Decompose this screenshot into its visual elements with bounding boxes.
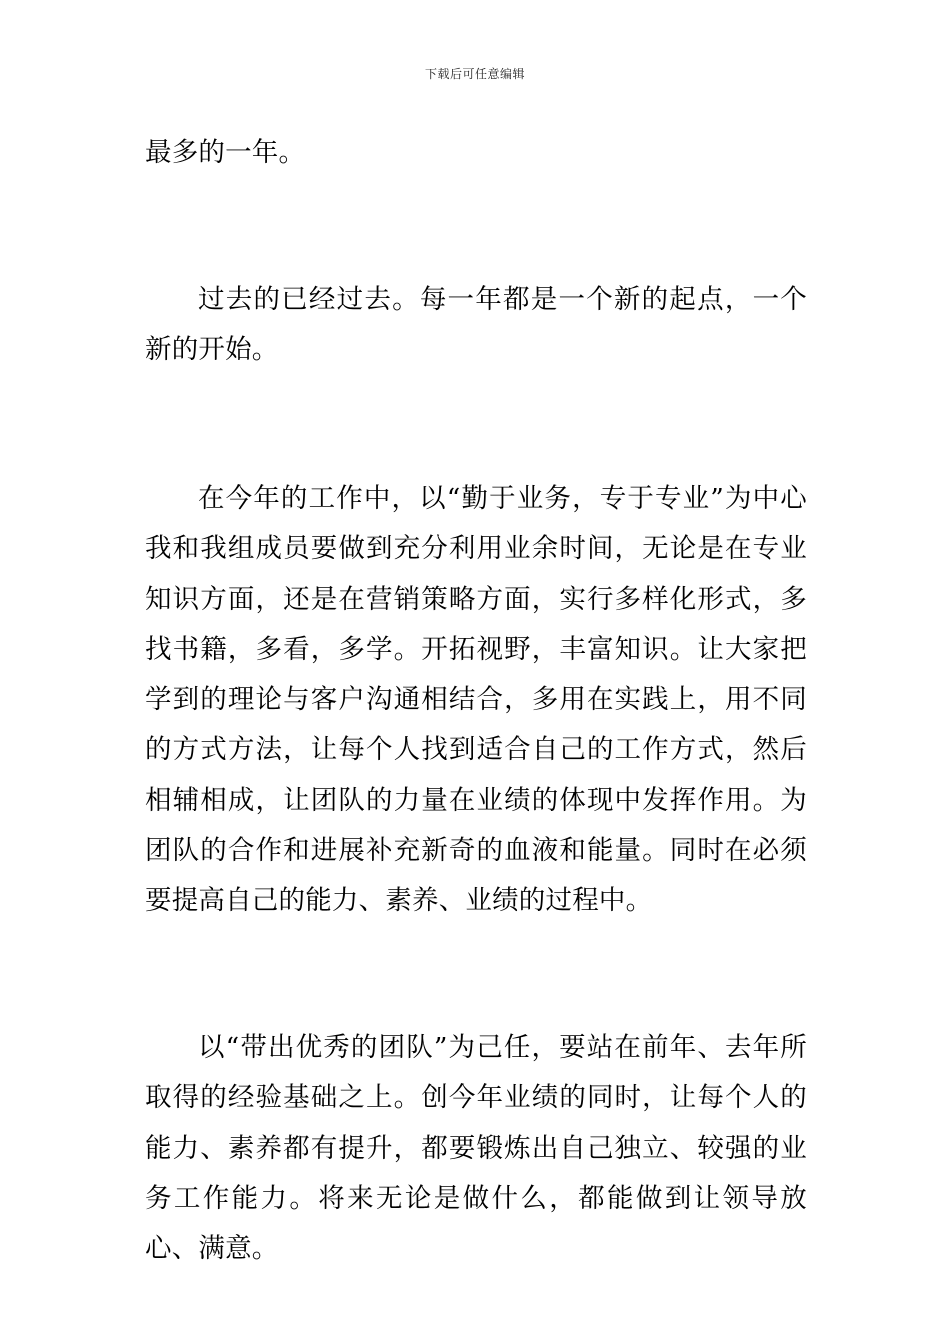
paragraph-work-plan: 在今年的工作中，以“勤于业务，专于专业”为中心我和我组成员要做到充分利用业余时间，无论是在专业知识方面，还是在营销策略方面，实行多样化形式，多找书籍，多看，多学。开拓视野，丰富知识。让大家把学到的理论与客户沟通相结合，多用在实践上，用不同的方式方法，让每个人找到适合自己的工作方式，然后相辅相成，让团队的力量在业绩的体现中发挥作用。为团队的合作和进展补充新奇的血液和能量。同时在必须要提高自己的能力、素养、业绩的过程中。 [145,483,807,917]
paragraph-continuation: 最多的一年。 [145,137,306,168]
paragraph-new-start: 过去的已经过去。每一年都是一个新的起点，一个新的开始。 [145,284,807,366]
paragraph-team-goal: 以“带出优秀的团队”为己任，要站在前年、去年所取得的经验基础之上。创今年业绩的同时，让每个人的能力、素养都有提升，都要锻炼出自己独立、较强的业务工作能力。将来无论是做什么，都能做到让领导放心、满意。 [145,1032,807,1265]
header-note: 下载后可任意编辑 [424,67,525,81]
